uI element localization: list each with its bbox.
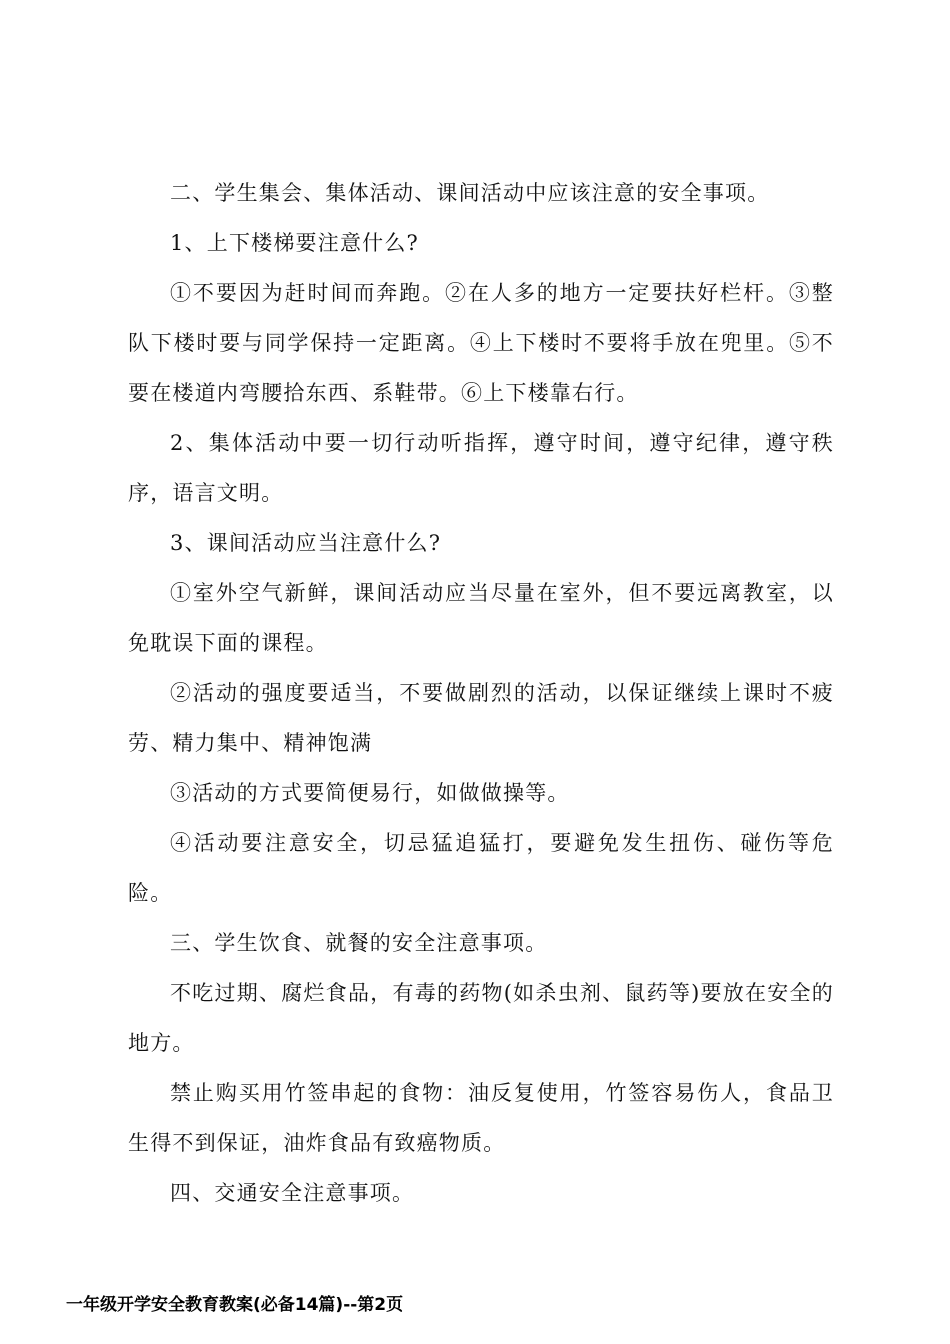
food-safety-paragraph-2: 禁止购买用竹签串起的食物：油反复使用，竹签容易伤人，食品卫生得不到保证，油炸食品有致癌物质。 [128,1081,834,1155]
section-heading-food-safety: 三、学生饮食、就餐的安全注意事项。 [170,931,548,955]
section-heading-traffic-safety: 四、交通安全注意事项。 [170,1181,415,1205]
section-heading-assembly-safety: 二、学生集会、集体活动、课间活动中应该注意的安全事项。 [170,181,770,205]
question-break-activity: 3、课间活动应当注意什么? [170,531,442,555]
break-activity-item-4: ④活动要注意安全，切忌猛追猛打，要避免发生扭伤、碰伤等危险。 [128,831,834,905]
document-body [128,168,834,1218]
break-activity-item-2: ②活动的强度要适当，不要做剧烈的活动，以保证继续上课时不疲劳、精力集中、精神饱满 [128,681,834,755]
break-activity-item-1: ①室外空气新鲜，课间活动应当尽量在室外，但不要远离教室，以免耽误下面的课程。 [128,581,834,655]
group-activity-rules: 2、集体活动中要一切行动听指挥，遵守时间，遵守纪律，遵守秩序，语言文明。 [128,431,834,505]
break-activity-item-3: ③活动的方式要简便易行，如做做操等。 [170,781,570,805]
page-footer: 一年级开学安全教育教案(必备14篇)--第2页 [66,1295,404,1315]
food-safety-paragraph-1: 不吃过期、腐烂食品，有毒的药物(如杀虫剂、鼠药等)要放在安全的地方。 [128,981,834,1055]
stairs-rules: ①不要因为赶时间而奔跑。②在人多的地方一定要扶好栏杆。③整队下楼时要与同学保持一定距离。④上下楼时不要将手放在兜里。⑤不要在楼道内弯腰拾东西、系鞋带。⑥上下楼靠右行。 [128,281,834,405]
question-stairs: 1、上下楼梯要注意什么? [170,231,420,255]
